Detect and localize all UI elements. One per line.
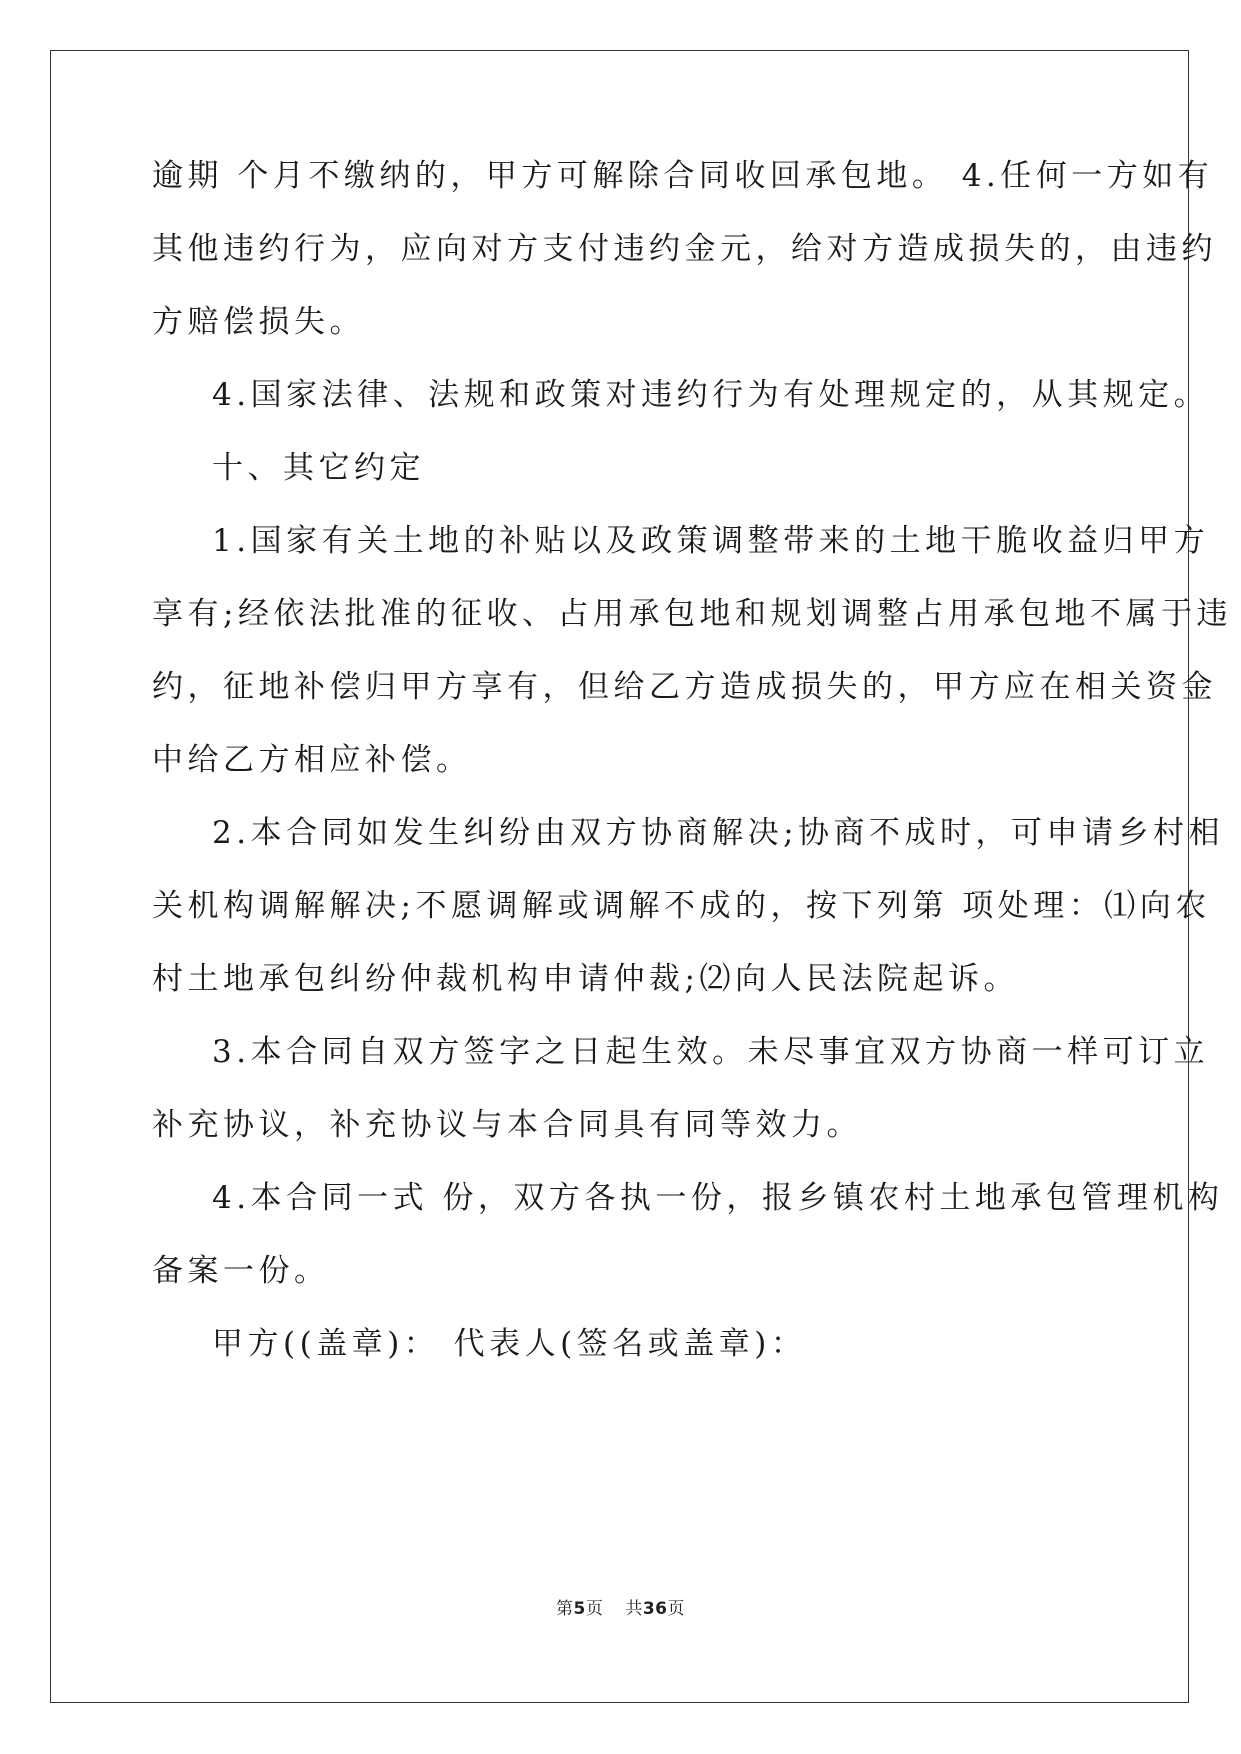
- paragraph-line: 2.本合同如发生纠纷由双方协商解决;协商不成时，可申请乡村相: [212, 815, 1225, 851]
- paragraph-line: 方赔偿损失。: [152, 304, 365, 340]
- paragraph-line: 1.国家有关土地的补贴以及政策调整带来的土地干脆收益归甲方: [212, 523, 1210, 559]
- paragraph-line: 约，征地补偿归甲方享有，但给乙方造成损失的，甲方应在相关资金: [152, 669, 1217, 705]
- paragraph-line: 中给乙方相应补偿。: [152, 742, 472, 778]
- footer-page-total: 36: [642, 1599, 668, 1619]
- footer-total-suffix: 页: [667, 1599, 685, 1619]
- paragraph-line: 关机构调解解决;不愿调解或调解不成的，按下列第 项处理：⑴向农: [152, 888, 1211, 924]
- page-border: [50, 50, 1189, 1703]
- paragraph-line: 备案一份。: [152, 1253, 330, 1289]
- paragraph-line: 4.本合同一式 份，双方各执一份，报乡镇农村土地承包管理机构: [212, 1180, 1224, 1216]
- paragraph-line: 3.本合同自双方签字之日起生效。未尽事宜双方协商一样可订立: [212, 1034, 1210, 1070]
- paragraph-line: 4.国家法律、法规和政策对违约行为有处理规定的，从其规定。: [212, 377, 1210, 413]
- footer-page-suffix: 页: [585, 1599, 604, 1619]
- footer-page-current: 5: [573, 1599, 586, 1619]
- section-heading: 十、其它约定: [212, 450, 425, 486]
- paragraph-line: 享有;经依法批准的征收、占用承包地和规划调整占用承包地不属于违: [152, 596, 1232, 632]
- footer-total-prefix: 共: [625, 1599, 643, 1619]
- paragraph-line: 逾期 个月不缴纳的，甲方可解除合同收回承包地。 4.任何一方如有: [152, 158, 1214, 194]
- paragraph-line: 补充协议，补充协议与本合同具有同等效力。: [152, 1107, 862, 1143]
- footer-page-prefix: 第: [555, 1599, 574, 1619]
- paragraph-line: 村土地承包纠纷仲裁机构申请仲裁;⑵向人民法院起诉。: [152, 961, 1019, 997]
- signature-line: 甲方((盖章)： 代表人(签名或盖章)：: [212, 1326, 807, 1362]
- page-footer: [0, 1594, 1241, 1619]
- paragraph-line: 其他违约行为，应向对方支付违约金元，给对方造成损失的，由违约: [152, 231, 1217, 267]
